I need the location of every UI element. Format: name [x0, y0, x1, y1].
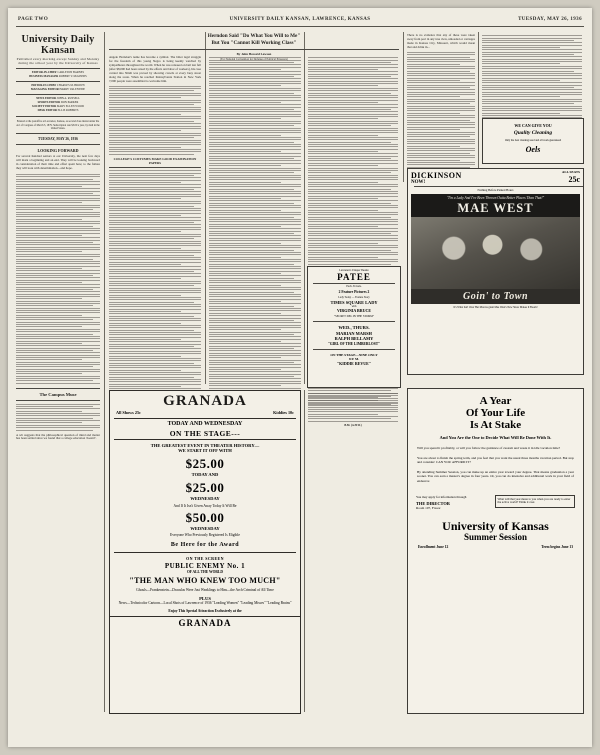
year-ad-subhead: And You Are the One to Decide What Will Be Done With It. [439, 435, 552, 441]
editorial-filler-text [16, 174, 100, 384]
granada-wed-line: WEDNESDAY [190, 526, 220, 532]
patee-theater-ad[interactable] [307, 266, 401, 388]
column-rule-4 [403, 32, 404, 182]
editorial-body: For several hundred seniors at our University, the next few days will mark a beginning and an end. They will be looking backward in consideration of their time and effort spent here; to the failure they will look with determination—and hope. [16, 154, 100, 171]
mae-west-photo [411, 217, 580, 289]
granada-onstage-line: ON THE STAGE--- [169, 429, 241, 438]
campus-muse-filler [16, 404, 100, 431]
summer-session-ad[interactable] [407, 388, 584, 714]
director-note-text: What will that year mean to you when you are ready to enter the active world? Think it over. [497, 496, 571, 505]
granada-plus-items: News—Technicolor Cartoon—Local Shots of Lawrence of 1936 "Leading Women" "Leading Misses" "Leading Brains" [118, 600, 292, 605]
column-rule-2 [205, 32, 206, 384]
patee-line3: with [351, 305, 357, 308]
right-news-filler [407, 52, 475, 177]
nameplate-subtitle: Published every morning except Sunday and Monday during the school year by the University of Kansas [16, 57, 100, 65]
dickinson-name: DICKINSON [411, 171, 462, 180]
staff-row: BUSINESS MANAGER ROBERT V. McGINNIS [29, 75, 87, 79]
granada-enjoy-line: Enjoy This Special Attraction Exclusively at the [168, 609, 242, 614]
granada-prize-1: $25.00 [185, 456, 225, 471]
right-news-column [407, 34, 475, 178]
postal-notice: Entered at the postoffice at Lawrence, Kansas, as second class matter under the Act of Congress of March 3, 1879. Subscription rate $3.00 a year, by mail in the United States. [16, 120, 100, 130]
oels-line-3: Only the best cleaning used and all work guaranteed [504, 139, 562, 142]
patee-line1: Lady Today — Feature Story [338, 296, 370, 299]
granada-screen-label: ON THE SCREEN [186, 555, 224, 561]
patee-seats: Each. Travels. [346, 285, 362, 288]
bottom-filler-lines [308, 393, 398, 406]
herndon-filler-1 [109, 86, 201, 155]
column-rule-bottom-2 [304, 390, 305, 712]
year-ad-paragraph-1: Will you spend it profitably, or will you follow the guidance of custom and waste it in idle vacation time? [417, 446, 561, 450]
folio-paper-name: UNIVERSITY DAILY KANSAN, LAWRENCE, KANSAS [229, 17, 371, 22]
granada-plus: PLUS [199, 595, 211, 601]
patee-prices: 2 Feature Pictures 2 [338, 290, 370, 294]
staff-row: EDITOR-IN-CHIEF CHARLES M. BROWN [31, 84, 85, 88]
dickinson-now: NOW! [411, 180, 426, 185]
patee-film-1: "GIRL OF THE LIMBERLOST" [327, 342, 381, 346]
bottom-filler-column [308, 392, 398, 407]
granada-prize-2: $25.00 [185, 480, 225, 495]
ku-term-date: Term begins June 13 [541, 545, 573, 550]
granada-theater-ad[interactable] [109, 390, 301, 714]
patee-house-line: Lawrence's Unique Theatre [339, 269, 369, 272]
ku-subtitle: Summer Session [463, 532, 528, 543]
colleges-headline: COLLEGE'S COSTUMES MAKE GOOD EXAMINATION PAPERS [113, 157, 197, 165]
staff-row: DESK EDITOR ELLIS ROBERTS [37, 109, 79, 113]
staff-box [16, 71, 100, 113]
granada-everyone: Everyone Who Previously Registered Is Eligible [170, 533, 240, 538]
director-room: Room 107, Frasor [416, 505, 441, 510]
granada-film-billing: PUBLIC ENEMY No. 1 [164, 561, 246, 570]
folio-page-number: PAGE TWO [18, 17, 49, 22]
dickinson-price: 25c [568, 174, 580, 184]
column-rule-3 [304, 32, 305, 384]
patee-star-1: MARIAN MARSH [336, 331, 372, 336]
oels-line-2: Quality Cleaning [513, 130, 553, 136]
staff-row: MANAGING EDITOR HARRY VALENTINE [30, 88, 86, 92]
herndon-column-2 [209, 56, 301, 423]
patee-line2: TIMES SQUARE LADY [330, 300, 378, 305]
patee-line4: VIRGINIA BRUCE [336, 308, 372, 313]
dickinson-credits: It's What Isn't Over Her Marcus giant Mae West's New Show Makes It Boom! [453, 305, 538, 309]
patee-name: PATEE [337, 272, 371, 282]
herndon-filler-2 [209, 57, 301, 421]
director-apply-line: You may apply for information through [416, 494, 467, 499]
campus-muse-head: The Campus Muse [39, 391, 77, 397]
granada-today-line: TODAY AND WEDNESDAY [167, 421, 243, 427]
year-ad-line-1: A Year [479, 395, 512, 407]
staff-row: NEWS EDITOR JOHN A. RUSSELL [36, 97, 80, 101]
dickinson-quote: "I'm a Lady And I've Been Thrown Outta Better Places Than That!" [446, 196, 545, 200]
ku-enrollment-date: Enrollment June 12 [418, 545, 449, 550]
editorial-dateline: TUESDAY, MAY 26, 1936 [38, 137, 78, 142]
herndon-column-1 [109, 56, 201, 156]
patee-line5: "SECRET DEL IN THE STORM" [334, 314, 374, 318]
patee-stage-time: 8 P. M. [348, 357, 360, 362]
dickinson-film-title: Goin' to Town [411, 289, 580, 304]
granada-footer-name: GRANADA [110, 616, 300, 629]
dickinson-theater-ad[interactable] [407, 168, 584, 375]
column-rule-5 [478, 32, 479, 182]
herndon-lede: Angelo Herndon's name has become a symbol. The bitter legal struggle for the freedom of this young Negro is being keenly watched by sympathizers throughout the world. When he was released on bail last fall (after $8,000 had been raised by the efforts and labor of workers), his case carried into Ninth was proved by showing crowds at every busy street along the route. When he reached Pennsylvania Station in New York 7,000 people were assembled to welcome him. [109, 55, 201, 83]
editorial-column [16, 34, 100, 441]
dickinson-tagline: Nothing Before Parked Hours [477, 188, 514, 192]
director-title: THE DIRECTOR [416, 500, 450, 506]
oels-ad[interactable] [482, 118, 584, 164]
granada-film-cast: Ghouls—Frankenstein—Draculas Were Just Weaklings to Him—the Arch Criminal of All Time [136, 588, 274, 593]
oels-brand: Oels [525, 145, 541, 155]
patee-wed-days: WED., THURS. [338, 325, 370, 330]
patee-stage-show: "KIDDIE REVUE" [336, 361, 372, 367]
patee-onstage: ON THE STAGE—NINE ONLY [330, 353, 378, 358]
year-ad-paragraph-2: You are about to finish the spring term, and you feel that you want the usual three months vacation period. But stop and consider: CAN YOU AFFORD IT? [417, 455, 574, 465]
dickinson-seats-label: ALL SEATS [561, 170, 580, 174]
dickinson-star: MAE WEST [457, 201, 534, 216]
herndon-headline-line2: But You "Cannot Kill Working Class" [211, 39, 297, 46]
granada-wednesday: WEDNESDAY [190, 496, 220, 501]
editorial-headline: LOOKING FORWARD [37, 148, 79, 154]
ku-title: University of Kansas [442, 518, 549, 533]
newspaper-nameplate [16, 34, 100, 65]
year-ad-paragraph-3: By attending Summer Session, you can make up an entire year toward your degree. That means graduation a year sooner. You can earn a master's degree in four years. Or, you can do intensive and additional work in your field of endeavor. [417, 469, 574, 483]
granada-price-adult: All Shows 25c [116, 410, 141, 415]
granada-price-kiddies: Kiddies 10c [273, 410, 294, 415]
granada-name: GRANADA [163, 393, 247, 409]
oels-line-1: WE CAN GIVE YOU [514, 123, 552, 128]
column-rule-bottom-1 [104, 390, 105, 712]
folio-rule [16, 26, 584, 27]
herndon-closing-credit: B.M. (A.H.W.) [344, 423, 362, 427]
nameplate-title: University Daily Kansan [21, 34, 95, 56]
director-note-box [495, 495, 576, 509]
folio-date: TUESDAY, MAY 26, 1936 [518, 17, 582, 22]
staff-row: SPORTS EDITOR DON PARKER [37, 101, 79, 105]
patee-star-2: RALPH BELLAMY [334, 336, 374, 341]
right-news-text: There is no evidence that any of these were taken away from port in any true view, unloaded or carriages made in Kansas City, Missouri, which would mean that and drink in... [407, 33, 475, 49]
granada-andif: And If It Isn't Given Away Today It Will Be [173, 504, 237, 508]
granada-today2: TODAY AND [191, 472, 219, 477]
granada-award-line: Be Here for the Award [170, 541, 240, 548]
granada-film-main: "THE MAN WHO KNEW TOO MUCH" [129, 575, 281, 585]
newspaper-sheet [8, 8, 592, 747]
staff-row: EDITOR-IN-CHIEF CARLETON BARNES [31, 71, 85, 74]
granada-westart-line: WE START IT OFF WITH [178, 448, 232, 453]
staff-row: SOCIETY EDITOR MARY ELLEN WOOD [32, 105, 84, 109]
granada-greatest-line: THE GREATEST EVENT IN THEATER HISTORY— [150, 443, 260, 448]
campus-muse-note: A wit suggests that the philosophical question of mind and matter has been settled since we found that a college education 'doesn't'. [16, 432, 100, 441]
year-ad-line-3: Is At Stake [469, 419, 522, 432]
granada-film-sub: OF ALL THE WORLD [187, 569, 223, 574]
year-ad-line-2: Of Your Life [465, 407, 526, 420]
herndon-byline: By John Howard Lawson [236, 52, 272, 57]
granada-prize-3: $50.00 [185, 510, 225, 526]
herndon-headline-line1: Herndon Said "Do What You Will to Me" [207, 33, 301, 39]
